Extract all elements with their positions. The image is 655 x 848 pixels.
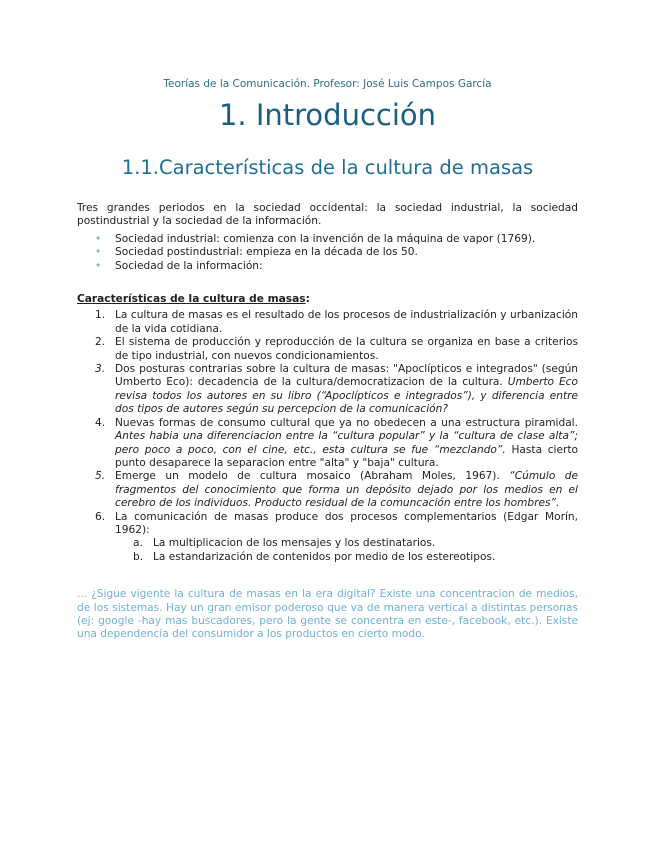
list-item — [95, 510, 578, 565]
list-item — [95, 336, 578, 363]
item-italic-note: Umberto Eco revisa todos los autores en su libro (“Apoclípticos e integrados”), y diferencia entre dos tipos de autores según su percepcion de la comunicación? — [115, 376, 578, 416]
item-number: 5. — [95, 470, 106, 483]
item-number: 3. — [95, 363, 106, 376]
item-text: Emerge un modelo de cultura mosaico (Abraham Moles, 1967). — [115, 470, 500, 483]
list-item — [95, 363, 578, 417]
item-text: La cultura de masas es el resultado de los procesos de industrialización y urbanización de la vida cotidiana. — [115, 309, 578, 335]
periods-list — [77, 233, 578, 273]
list-item — [95, 416, 578, 471]
item-text: La comunicación de masas produce dos procesos complementarios (Edgar Morín, 1962): — [115, 510, 578, 536]
item-number: b. — [133, 550, 144, 563]
characteristics-heading-text: Características de la cultura de masas — [77, 293, 306, 306]
item-text: Hasta cierto punto desaparece la separacion entre "alta" y "baja" cultura. — [115, 443, 578, 469]
item-number: 4. — [95, 416, 106, 429]
intro-paragraph: Tres grandes periodos en la sociedad occidental: la sociedad industrial, la sociedad postindustrial y la sociedad de la información. — [77, 202, 578, 228]
item-number: 1. — [95, 309, 106, 322]
item-text: Dos posturas contrarias sobre la cultura de masas: "Apoclípticos e integrados" (según Umberto Eco): decadencia de la cultura/democratizacion de la cultura. — [115, 363, 578, 389]
list-item — [95, 309, 578, 336]
characteristics-list — [77, 309, 578, 564]
item-italic-note: Antes habia una diferenciacion entre la “cultura popular” y la “cultura de clase alta”; pero poco a poco, con el cine, etc., esta cultura se fue “mezclando”. — [115, 430, 578, 456]
closing-paragraph: ... ¿Sigue vigente la cultura de masas en la era digital? Existe una concentracion de medios, de los sistemas. Hay un gran emisor poderoso que va de manera vertical a distintas personas (ej: google -hay mas buscadores, pero la gente se concentra en este-, facebook, etc.). Existe una dependencia del consumidor a los productos en cierto modo. — [77, 588, 578, 641]
item-number: 6. — [95, 510, 106, 523]
running-header: Teorías de la Comunicación. Profesor: José Luis Campos García — [163, 78, 492, 90]
list-item: • Sociedad industrial: comienza con la invención de la máquina de vapor (1769). — [115, 233, 578, 246]
list-item — [133, 537, 578, 550]
list-item: • Sociedad postindustrial: empieza en la década de los 50. — [115, 246, 578, 259]
heading-colon: : — [305, 293, 310, 306]
section-title: 1.1.Características de la cultura de masas — [121, 156, 534, 179]
item-number: a. — [133, 537, 143, 550]
list-item: • Sociedad de la información: — [115, 260, 578, 273]
list-item — [133, 550, 578, 564]
item-number: 2. — [95, 336, 106, 349]
chapter-title: 1. Introducción — [218, 98, 437, 132]
list-item — [95, 470, 579, 510]
item-text: El sistema de producción y reproducción de la cultura se organiza en base a criterios de tipo industrial, con nuevos condicionamientos. — [115, 336, 578, 362]
item-text: La multiplicacion de los mensajes y los destinatarios. — [153, 537, 436, 550]
characteristics-heading — [77, 293, 578, 306]
document-body — [77, 202, 578, 642]
item-text: Nuevas formas de consumo cultural que ya no obedecen a una estructura piramidal. — [115, 416, 578, 429]
item-italic-note: “Cúmulo de fragmentos del conocimiento que forma un depósito dejado por los medios en el cerebro de los individuos. Producto residual de la comuncación entre los hombres”. — [115, 470, 579, 510]
item-text: La estandarización de contenidos por medio de los estereotipos. — [153, 550, 496, 563]
sublist — [115, 537, 578, 564]
